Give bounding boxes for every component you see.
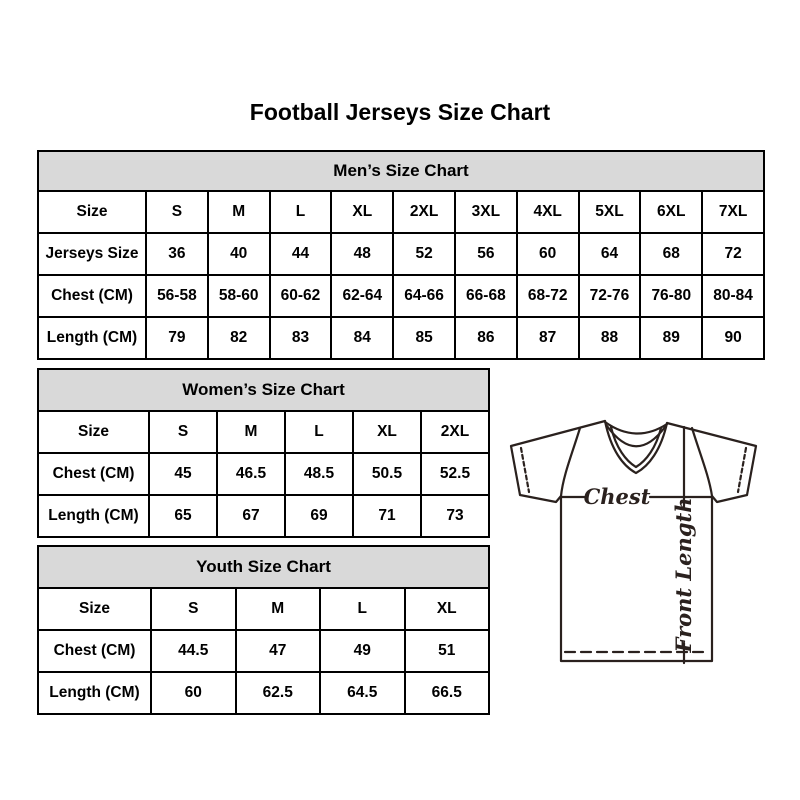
value-cell: XL [405,588,490,630]
value-cell: 87 [517,317,579,359]
value-cell: 6XL [640,191,702,233]
value-cell: 85 [393,317,455,359]
value-cell: 73 [421,495,489,537]
left-cuff-dashed-line [521,448,529,492]
value-cell: 47 [236,630,321,672]
row-header-cell: Length (CM) [38,317,146,359]
table-title: Men’s Size Chart [38,151,764,191]
value-cell: 45 [149,453,217,495]
table-row [38,672,489,714]
v-neck-collar [605,421,667,473]
jersey-measurement-diagram [504,414,766,670]
value-cell: 72 [702,233,764,275]
value-cell: 64.5 [320,672,405,714]
mens-size-table [37,150,765,360]
table-title: Youth Size Chart [38,546,489,588]
value-cell: 80-84 [702,275,764,317]
row-header-cell: Size [38,191,146,233]
womens-size-table [37,368,490,538]
value-cell: 79 [146,317,208,359]
value-cell: 86 [455,317,517,359]
value-cell: 52.5 [421,453,489,495]
value-cell: 60-62 [270,275,332,317]
row-header-cell: Size [38,588,151,630]
value-cell: S [151,588,236,630]
value-cell: M [236,588,321,630]
table-header-row [38,151,764,191]
row-header-cell: Chest (CM) [38,630,151,672]
value-cell: 2XL [421,411,489,453]
value-cell: 44 [270,233,332,275]
table-row [38,588,489,630]
table-row [38,233,764,275]
table-row [38,275,764,317]
value-cell: XL [353,411,421,453]
value-cell: S [146,191,208,233]
table-row [38,411,489,453]
youth-size-table [37,545,490,715]
value-cell: L [270,191,332,233]
value-cell: 67 [217,495,285,537]
chest-label: Chest [583,484,651,509]
table-header-row [38,369,489,411]
table-row [38,630,489,672]
value-cell: 82 [208,317,270,359]
value-cell: 48 [331,233,393,275]
value-cell: 89 [640,317,702,359]
row-header-cell: Jerseys Size [38,233,146,275]
right-armhole-seam [692,428,712,496]
value-cell: 2XL [393,191,455,233]
value-cell: 51 [405,630,490,672]
value-cell: 83 [270,317,332,359]
value-cell: 44.5 [151,630,236,672]
value-cell: 48.5 [285,453,353,495]
table-row [38,495,489,537]
value-cell: 68-72 [517,275,579,317]
value-cell: 71 [353,495,421,537]
value-cell: 3XL [455,191,517,233]
value-cell: 50.5 [353,453,421,495]
front-length-label: Front Length [671,497,696,653]
row-header-cell: Length (CM) [38,672,151,714]
value-cell: 90 [702,317,764,359]
value-cell: 68 [640,233,702,275]
row-header-cell: Size [38,411,149,453]
row-header-cell: Length (CM) [38,495,149,537]
jersey-diagram-svg [504,414,766,670]
value-cell: 60 [151,672,236,714]
table-row [38,453,489,495]
value-cell: 56-58 [146,275,208,317]
value-cell: 52 [393,233,455,275]
value-cell: 4XL [517,191,579,233]
value-cell: M [217,411,285,453]
value-cell: M [208,191,270,233]
table-title: Women’s Size Chart [38,369,489,411]
table-header-row [38,546,489,588]
value-cell: 36 [146,233,208,275]
table-row [38,317,764,359]
row-header-cell: Chest (CM) [38,275,146,317]
value-cell: 46.5 [217,453,285,495]
value-cell: 58-60 [208,275,270,317]
value-cell: 66-68 [455,275,517,317]
value-cell: 65 [149,495,217,537]
value-cell: 5XL [579,191,641,233]
value-cell: 60 [517,233,579,275]
value-cell: 56 [455,233,517,275]
value-cell: 72-76 [579,275,641,317]
value-cell: 88 [579,317,641,359]
value-cell: L [285,411,353,453]
value-cell: 62.5 [236,672,321,714]
value-cell: L [320,588,405,630]
value-cell: 69 [285,495,353,537]
row-header-cell: Chest (CM) [38,453,149,495]
value-cell: 62-64 [331,275,393,317]
right-cuff-dashed-line [738,448,746,492]
left-armhole-seam [561,428,580,496]
value-cell: 49 [320,630,405,672]
value-cell: 7XL [702,191,764,233]
value-cell: 84 [331,317,393,359]
value-cell: 64 [579,233,641,275]
value-cell: S [149,411,217,453]
jersey-outline [511,421,756,661]
value-cell: 66.5 [405,672,490,714]
value-cell: 40 [208,233,270,275]
value-cell: 76-80 [640,275,702,317]
value-cell: 64-66 [393,275,455,317]
page-title: Football Jerseys Size Chart [249,99,551,125]
value-cell: XL [331,191,393,233]
table-row [38,191,764,233]
